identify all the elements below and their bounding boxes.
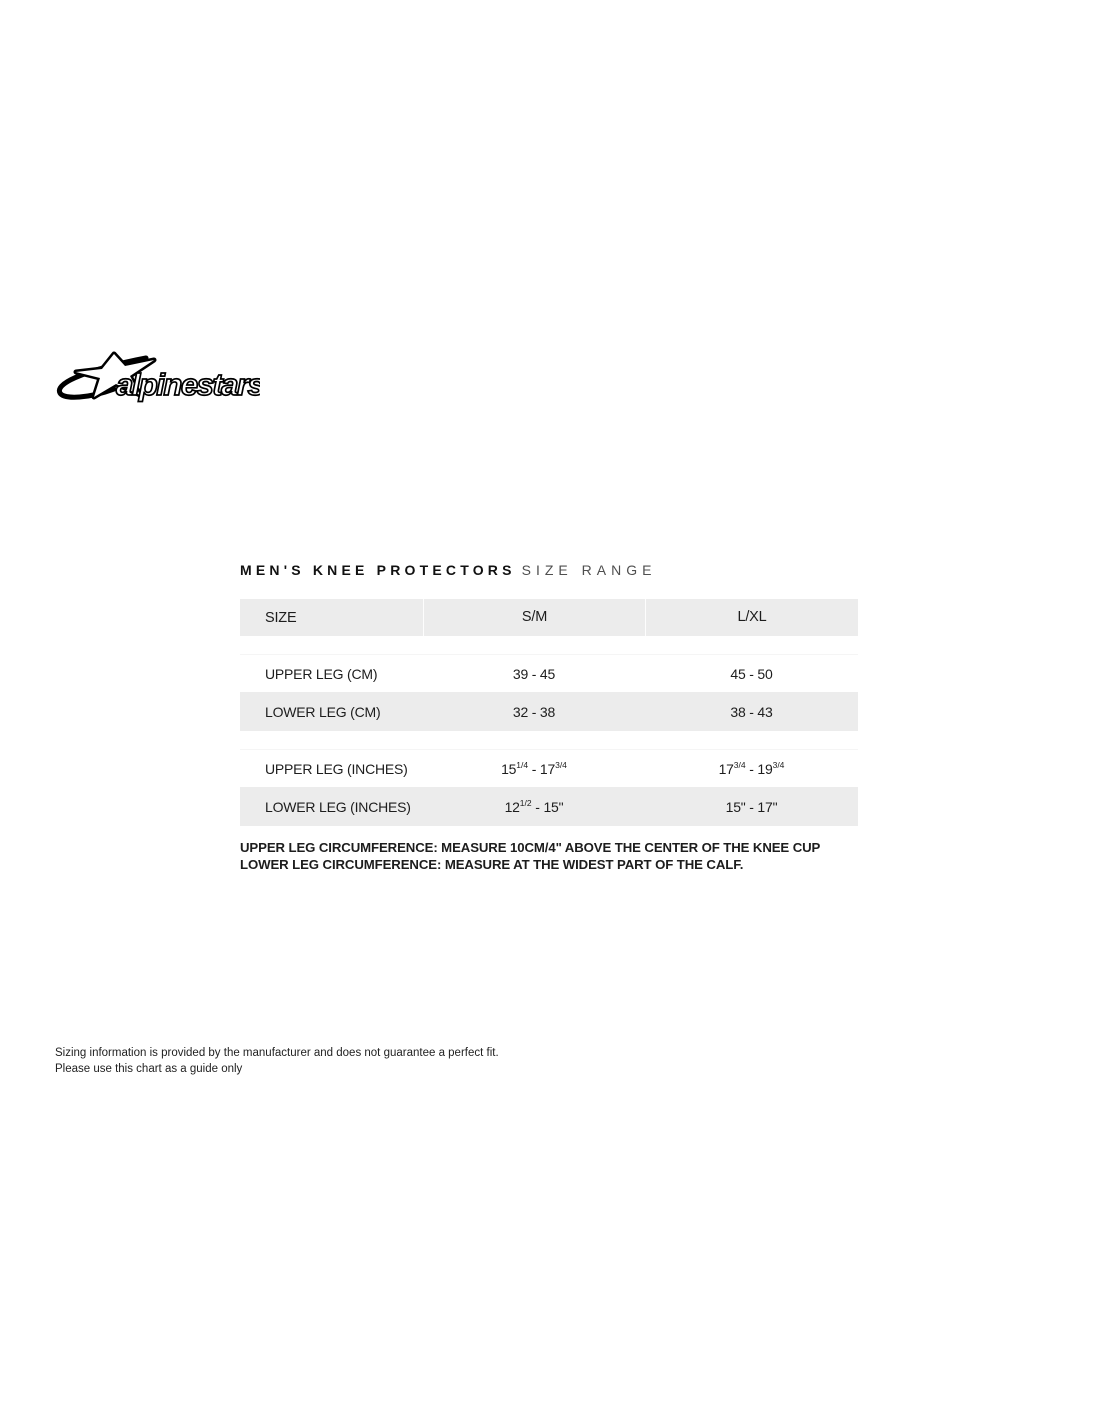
alpinestars-logo (50, 348, 260, 408)
value-cell-lxl: 45 - 50 (730, 665, 773, 682)
value-cell-sm: 39 - 45 (512, 665, 556, 682)
row-label: LOWER LEG (INCHES) (265, 798, 411, 815)
table-row (240, 787, 858, 826)
header-cell-sm: S/M (423, 599, 645, 636)
table-row (240, 692, 858, 731)
header-cell-lxl: L/XL (645, 599, 858, 636)
disclaimer (55, 1046, 499, 1077)
size-chart-sheet (240, 562, 858, 886)
value-cell-lxl: $17^{3/4} - 19^{3/4}$ (718, 760, 785, 777)
measurement-note: UPPER LEG CIRCUMFERENCE: MEASURE 10CM/4" ABOVE THE CENTER OF THE KNEE CUP LOWER LEG CIRCUMFERENCE: MEASURE AT THE WIDEST PART OF THE CALF. (240, 840, 821, 872)
table-body (240, 636, 858, 826)
table-row (240, 654, 858, 692)
value-cell-sm: $12^{1/2} - 15$" (504, 798, 564, 815)
value-cell-lxl: 38 - 43 (730, 703, 773, 720)
page-title (240, 562, 858, 578)
disclaimer-line-1: Sizing information is provided by the manufacturer and does not guarantee a perfect fit. (55, 1047, 499, 1059)
disclaimer-line-2: Please use this chart as a guide only (55, 1062, 243, 1075)
table-header-row (240, 599, 858, 636)
row-label: UPPER LEG (CM) (265, 665, 378, 682)
fraction-superscript: 3/4 (772, 760, 785, 770)
alpinestars-wordmark: alpinestars (116, 367, 260, 402)
header-cell-size: SIZE (265, 609, 297, 626)
page-title-suffix: SIZE RANGE (521, 562, 657, 578)
fraction-superscript: 1/4 (516, 760, 529, 770)
row-label: UPPER LEG (INCHES) (265, 760, 408, 777)
value-cell-sm: 32 - 38 (512, 703, 556, 720)
fraction-superscript: 3/4 (733, 760, 746, 770)
size-chart-table (240, 599, 858, 826)
row-label: LOWER LEG (CM) (265, 703, 381, 720)
table-group-gap (240, 636, 858, 654)
fraction-superscript: 3/4 (555, 760, 567, 770)
table-row (240, 749, 858, 787)
value-cell-sm: $15^{1/4} - 17^{3/4}$ (501, 760, 567, 777)
table-group-gap (240, 731, 858, 749)
alpinestars-star-icon (50, 348, 260, 408)
fraction-superscript: 1/2 (519, 798, 532, 808)
page-title-product: MEN'S KNEE PROTECTORS (240, 562, 516, 578)
value-cell-lxl: 15" - 17" (725, 798, 778, 815)
